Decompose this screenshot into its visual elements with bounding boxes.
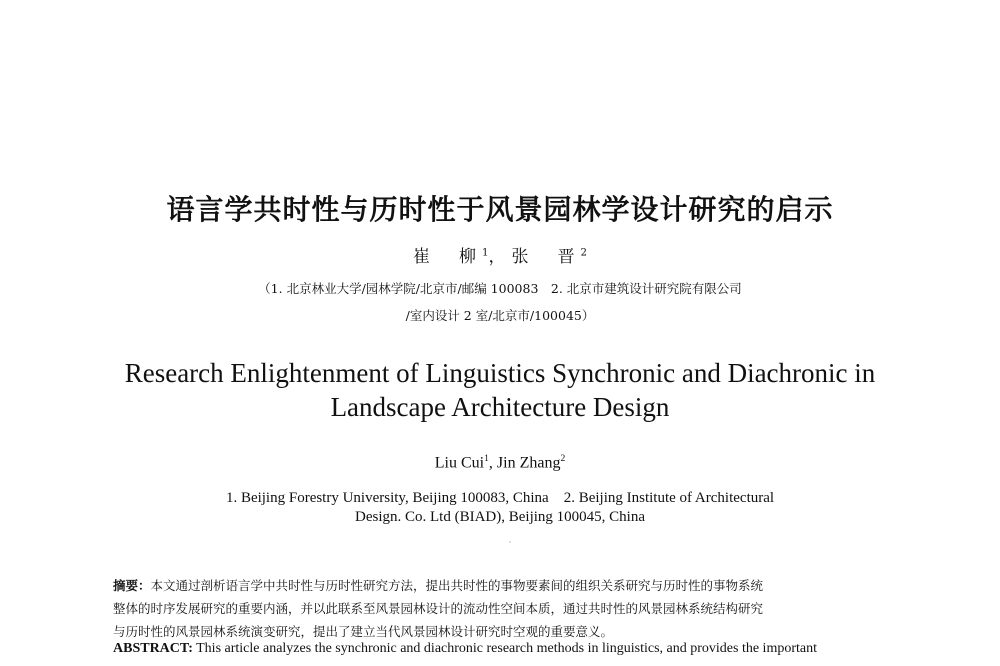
scan-speck [509, 541, 511, 543]
chinese-authors [0, 242, 1000, 267]
english-title-line-2: Landscape Architecture Design [330, 392, 670, 422]
chinese-affiliation-line-2: /室内设计 2 室/北京市/100045） [405, 308, 595, 323]
english-author-1: Liu Cui [434, 454, 485, 472]
chinese-author-1: 崔 柳 [413, 247, 483, 267]
chinese-author-2: 张 晋 [511, 247, 581, 267]
chinese-affiliation-line-1: （1. 北京林业大学/园林学院/北京市/邮编 100083 2. 北京市建筑设计研究院有限公司 [258, 281, 742, 296]
english-author-1-affiliation-mark: 1 [484, 453, 489, 464]
chinese-author-1-affiliation-mark: 1 [482, 247, 489, 259]
english-author-separator: , [488, 454, 497, 472]
chinese-author-2-affiliation-mark: 2 [580, 247, 587, 259]
chinese-abstract-line-2: 整体的时序发展研究的重要内涵，并以此联系至风景园林设计的流动性空间本质，通过共时性的风景园林系统结构研究 [113, 601, 764, 616]
english-abstract-line-1 [113, 641, 903, 657]
english-author-2-affiliation-mark: 2 [560, 453, 566, 464]
chinese-title: 语言学共时性与历时性于风景园林学设计研究的启示 [166, 193, 834, 226]
english-affiliation-line-2: Design. Co. Ltd (BIAD), Beijing 100045, China [355, 509, 645, 525]
chinese-abstract-line-3: 与历时性的风景园林系统演变研究，提出了建立当代风景园林设计研究时空观的重要意义。 [113, 624, 614, 639]
chinese-abstract-text-1: 本文通过剖析语言学中共时性与历时性研究方法，提出共时性的事物要素间的组织关系研究与历时性的事物系统 [150, 578, 764, 593]
chinese-author-separator: ， [488, 247, 512, 267]
english-abstract-text-1: This article analyzes the synchronic and diachronic research methods in linguistics, and provides the important [192, 641, 817, 656]
english-abstract-label: ABSTRACT: [113, 641, 193, 656]
english-title-line-1: Research Enlightenment of Linguistics Synchronic and Diachronic in [124, 358, 876, 388]
english-authors [0, 453, 1000, 472]
english-author-2: Jin Zhang [496, 454, 561, 472]
english-affiliation-line-1: 1. Beijing Forestry University, Beijing 100083, China 2. Beijing Institute of Architectural [225, 490, 775, 506]
chinese-abstract-label: 摘要： [113, 578, 151, 593]
chinese-abstract-line-1 [113, 576, 903, 594]
